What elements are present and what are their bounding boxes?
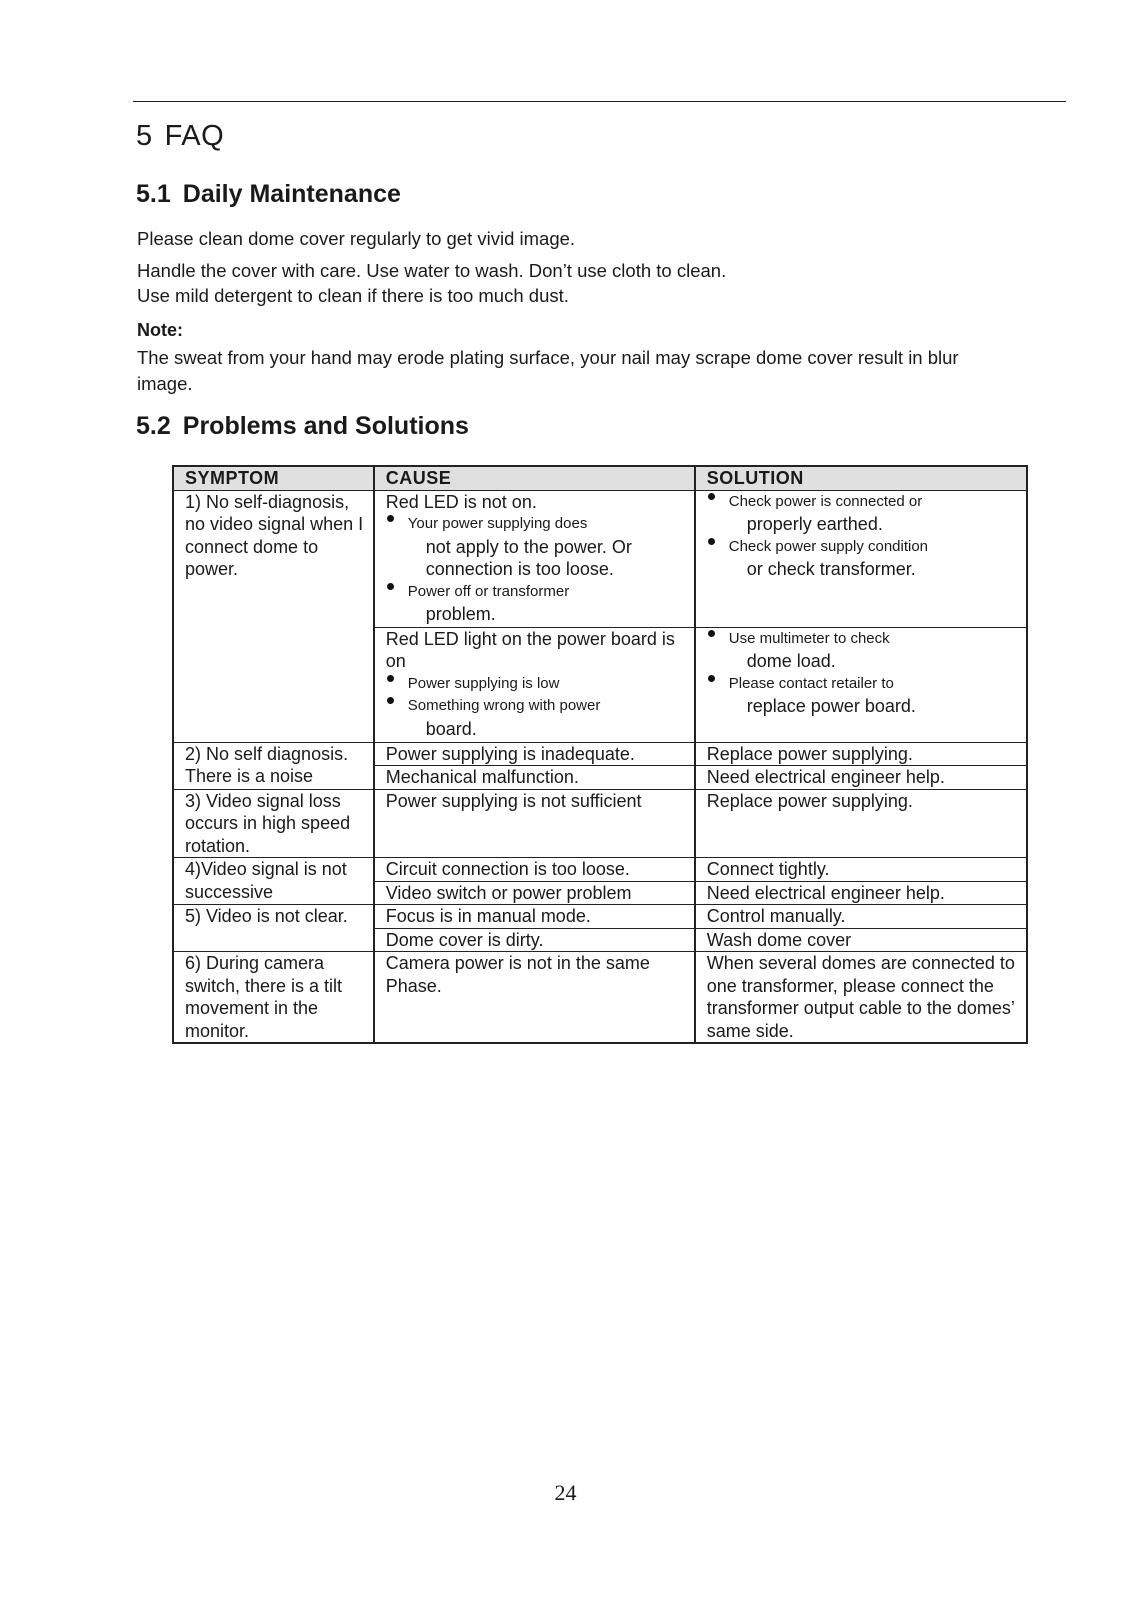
symptom-cell: 6) During camera switch, there is a tilt movement in the monitor. xyxy=(173,952,374,1044)
solution-cell xyxy=(695,490,1027,627)
section-number: 5.2 xyxy=(136,412,171,440)
symptom-cell: 2) No self diagnosis. There is a noise xyxy=(173,742,374,789)
solution-cell: Need electrical engineer help. xyxy=(695,881,1027,905)
table-row xyxy=(173,490,1027,627)
solution-cell xyxy=(695,627,1027,742)
table-row xyxy=(173,905,1027,929)
list-item-continuation: not apply to the power. Or connection is too loose. xyxy=(425,536,632,579)
list-item-continuation: dome load. xyxy=(746,651,836,671)
list-item: Power off or transformer xyxy=(386,581,688,604)
cause-cell xyxy=(374,490,695,627)
symptom-cell: 3) Video signal loss occurs in high speed rotation. xyxy=(173,789,374,858)
cause-cell: Focus is in manual mode. xyxy=(374,905,695,929)
section-heading-problems xyxy=(136,412,469,441)
section-number: 5.1 xyxy=(136,180,171,208)
page-number: 24 xyxy=(554,1480,577,1505)
note-paragraph: The sweat from your hand may erode plating surface, your nail may scrape dome cover result in blur image. xyxy=(137,347,959,394)
header-rule xyxy=(133,101,1066,102)
list-item-continuation: board. xyxy=(425,718,477,739)
header-symptom: SYMPTOM xyxy=(173,466,374,490)
table-row xyxy=(173,789,1027,858)
bullet-icon xyxy=(387,515,394,522)
list-item: Something wrong with power xyxy=(386,695,688,718)
list-item-continuation: or check transformer. xyxy=(746,559,916,579)
bullet-icon xyxy=(708,493,715,500)
list-item: Check power is connected or xyxy=(707,491,1020,514)
solution-cell: Replace power supplying. xyxy=(695,742,1027,766)
paragraph: Use mild detergent to clean if there is too much dust. xyxy=(137,285,569,306)
list-item: Please contact retailer to xyxy=(707,673,1020,696)
solution-cell: Need electrical engineer help. xyxy=(695,766,1027,790)
solution-cell: When several domes are connected to one transformer, please connect the transformer output cable to the domes’ same side. xyxy=(695,952,1027,1044)
section-heading-daily-maintenance xyxy=(136,180,401,209)
note-label: Note: xyxy=(137,320,183,340)
symptom-cell: 4)Video signal is not successive xyxy=(173,858,374,905)
symptom-cell: 5) Video is not clear. xyxy=(173,905,374,952)
bullet-icon xyxy=(708,675,715,682)
table-header-row xyxy=(173,466,1027,490)
cause-cell: Mechanical malfunction. xyxy=(374,766,695,790)
chapter-heading xyxy=(136,120,224,153)
cause-heading: Red LED is not on. xyxy=(385,491,537,512)
list-item: Your power supplying does xyxy=(386,513,688,536)
list-item: Use multimeter to check xyxy=(707,628,1020,651)
symptom-cell: 1) No self-diagnosis, no video signal when I connect dome to power. xyxy=(173,490,374,742)
bullet-icon xyxy=(387,697,394,704)
cause-cell: Power supplying is inadequate. xyxy=(374,742,695,766)
cause-heading: Red LED light on the power board is on xyxy=(385,628,675,671)
cause-cell: Circuit connection is too loose. xyxy=(374,858,695,882)
list-item-continuation: properly earthed. xyxy=(746,514,883,534)
section-title: Daily Maintenance xyxy=(182,180,401,208)
section-title: Problems and Solutions xyxy=(182,412,469,440)
list-item: Power supplying is low xyxy=(386,673,688,696)
bullet-icon xyxy=(387,675,394,682)
faq-table xyxy=(172,465,1028,1044)
cause-cell: Camera power is not in the same Phase. xyxy=(374,952,695,1044)
list-item-continuation: replace power board. xyxy=(746,696,916,716)
table-row xyxy=(173,952,1027,1044)
bullet-icon xyxy=(387,583,394,590)
header-solution: SOLUTION xyxy=(695,466,1027,490)
solution-cell: Connect tightly. xyxy=(695,858,1027,882)
table-row xyxy=(173,858,1027,882)
cause-cell xyxy=(374,627,695,742)
bullet-icon xyxy=(708,538,715,545)
list-item: Check power supply condition xyxy=(707,536,1020,559)
list-item-continuation: problem. xyxy=(425,604,496,624)
chapter-title: FAQ xyxy=(164,120,225,152)
solution-cell: Wash dome cover xyxy=(695,928,1027,952)
chapter-number: 5 xyxy=(136,120,153,152)
paragraph: Please clean dome cover regularly to get vivid image. xyxy=(137,228,576,249)
bullet-icon xyxy=(708,630,715,637)
cause-cell: Video switch or power problem xyxy=(374,881,695,905)
table-row xyxy=(173,742,1027,766)
cause-cell: Power supplying is not sufficient xyxy=(374,789,695,858)
solution-cell: Control manually. xyxy=(695,905,1027,929)
solution-cell: Replace power supplying. xyxy=(695,789,1027,858)
header-cause: CAUSE xyxy=(374,466,695,490)
paragraph: Handle the cover with care. Use water to wash. Don’t use cloth to clean. xyxy=(137,260,727,281)
cause-cell: Dome cover is dirty. xyxy=(374,928,695,952)
